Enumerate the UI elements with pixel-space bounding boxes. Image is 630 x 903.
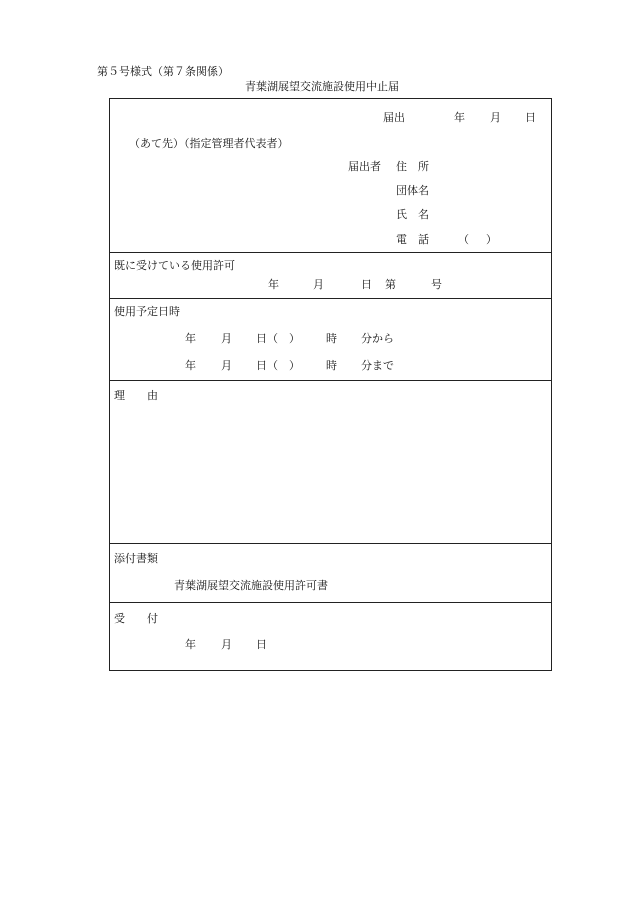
- receipt-label: 受 付: [114, 612, 158, 625]
- permit-month: 月: [313, 278, 324, 291]
- address-label: 住 所: [396, 160, 429, 173]
- name-label: 氏 名: [396, 208, 429, 221]
- permit-number-prefix: 第: [385, 278, 396, 291]
- schedule-start-year: 年: [185, 332, 196, 345]
- phone-paren-open: （: [458, 233, 469, 246]
- permit-year: 年: [268, 278, 279, 291]
- attachments-label: 添付書類: [114, 552, 158, 565]
- schedule-start-minute: 分から: [361, 332, 394, 345]
- divider: [110, 380, 551, 381]
- receipt-month: 月: [221, 638, 232, 651]
- schedule-start-month: 月: [221, 332, 232, 345]
- receipt-year: 年: [185, 638, 196, 651]
- attachment-item: 青葉湖展望交流施設使用許可書: [174, 579, 328, 592]
- reason-label: 理 由: [114, 389, 158, 402]
- schedule-end-minute: 分まで: [361, 359, 394, 372]
- schedule-start-hour: 時: [326, 332, 337, 345]
- notifier-label: 届出者: [348, 160, 381, 173]
- group-label: 団体名: [396, 184, 429, 197]
- addressee: （あて先）（指定管理者代表者）: [129, 137, 289, 150]
- form-title: 青葉湖展望交流施設使用中止届: [245, 80, 399, 93]
- receipt-day: 日: [256, 638, 267, 651]
- form-number: 第５号様式（第７条関係）: [97, 65, 229, 78]
- permit-day: 日: [361, 278, 372, 291]
- schedule-label: 使用予定日時: [114, 305, 180, 318]
- schedule-start-day: 日（ ）: [256, 332, 300, 345]
- date-label: 届出: [383, 111, 405, 124]
- date-day: 日: [525, 111, 536, 124]
- phone-paren-close: ）: [486, 233, 497, 246]
- schedule-end-day: 日（ ）: [256, 359, 300, 372]
- permit-number-suffix: 号: [431, 278, 442, 291]
- date-month: 月: [490, 111, 501, 124]
- schedule-end-month: 月: [221, 359, 232, 372]
- phone-label: 電 話: [396, 233, 429, 246]
- schedule-end-year: 年: [185, 359, 196, 372]
- divider: [110, 602, 551, 603]
- divider: [110, 543, 551, 544]
- date-year: 年: [454, 111, 465, 124]
- divider: [110, 252, 551, 253]
- schedule-end-hour: 時: [326, 359, 337, 372]
- divider: [110, 298, 551, 299]
- existing-permit-label: 既に受けている使用許可: [114, 259, 235, 272]
